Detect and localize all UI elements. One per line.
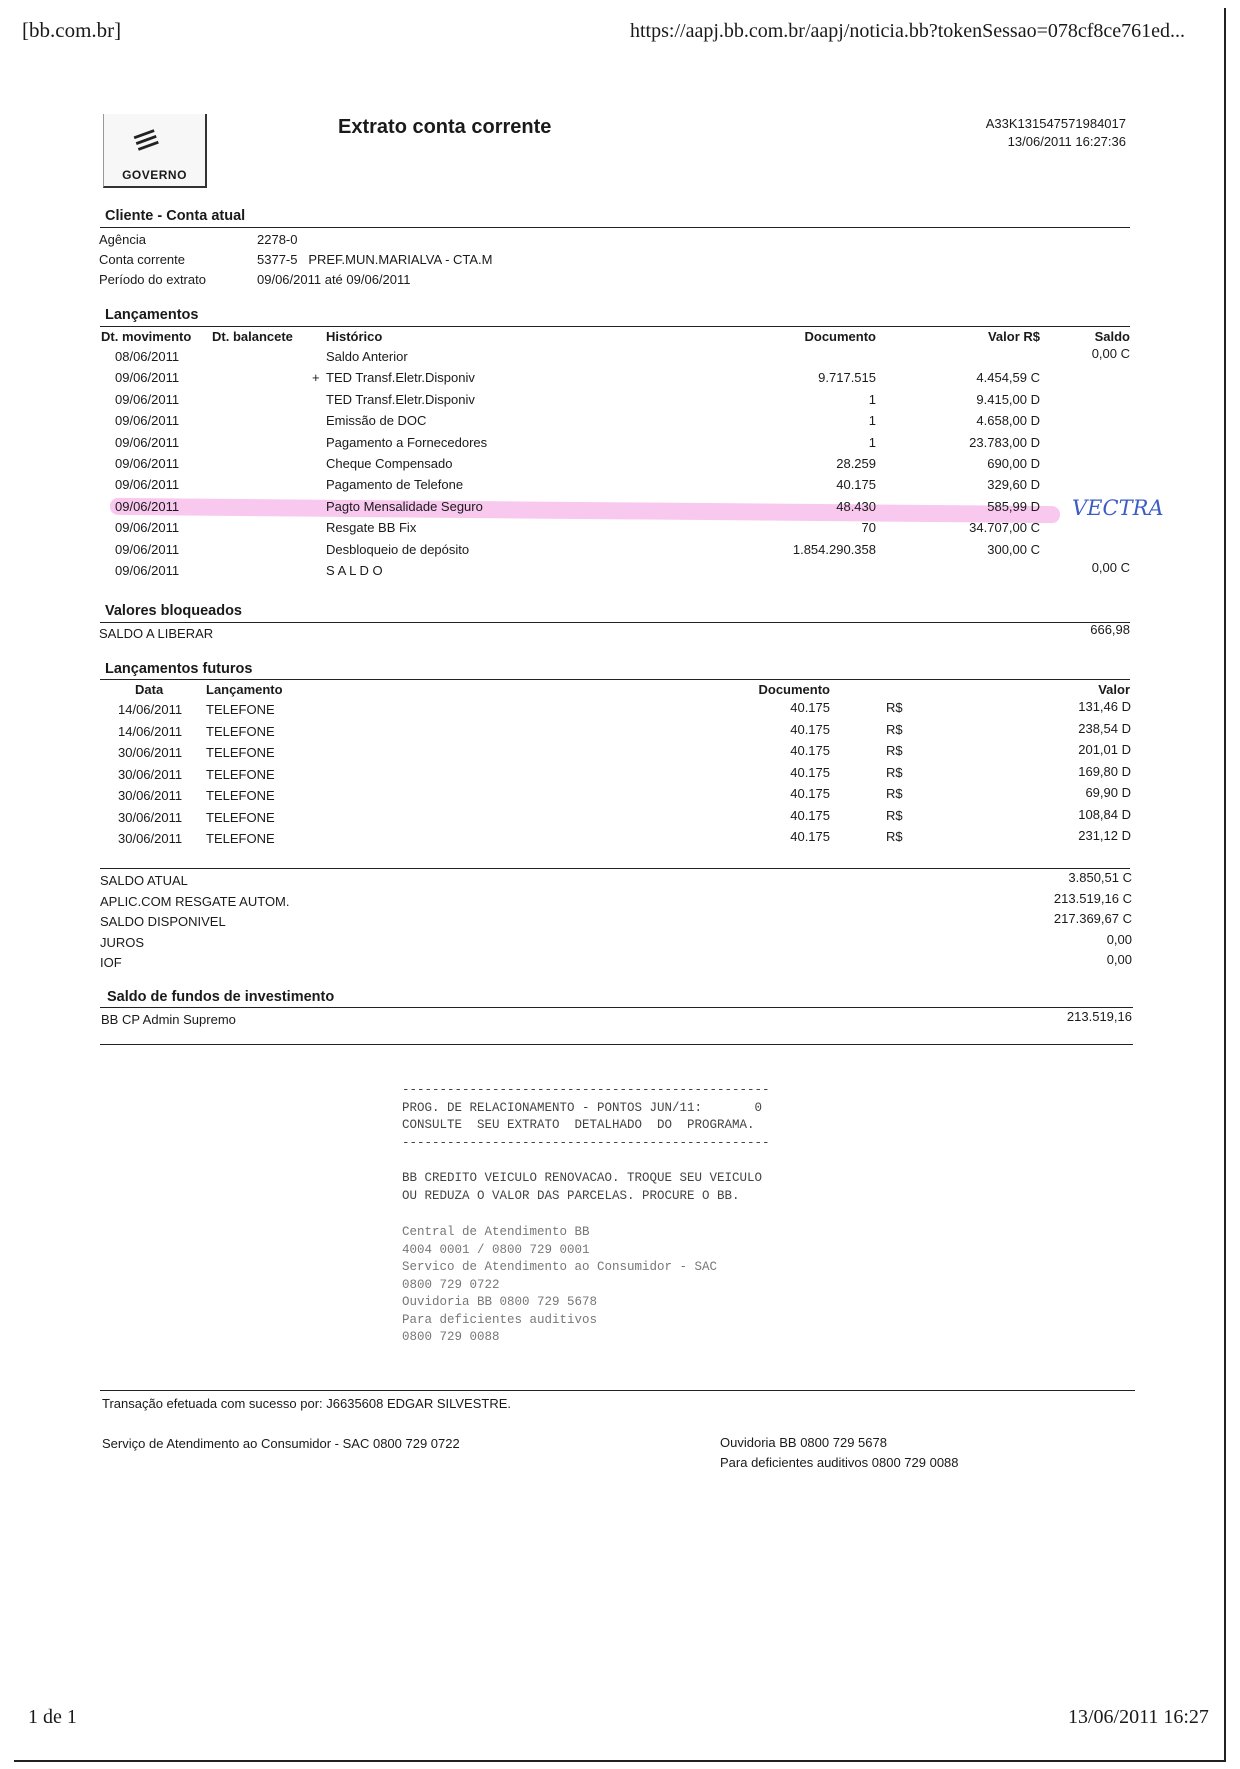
table-row bbox=[0, 499, 1240, 519]
documento-cell: 40.175 bbox=[790, 743, 830, 758]
historico-cell: S A L D O bbox=[326, 563, 383, 578]
lancamento-cell: TELEFONE bbox=[206, 702, 275, 717]
fundo-value: 213.519,16 bbox=[1066, 1009, 1132, 1024]
divider bbox=[100, 326, 1130, 327]
handwritten-note: VECTRA bbox=[1072, 496, 1164, 520]
valor-cell: 4.454,59 C bbox=[976, 370, 1040, 386]
message-atendimento: Central de Atendimento BB 4004 0001 / 0800 729 0001 Servico de Atendimento ao Consumidor - SAC 0800 729 0722 Ouvidoria BB 0800 729 5678 Para deficientes auditivos 0800 729 0088 bbox=[402, 1225, 718, 1344]
table-row bbox=[0, 370, 1240, 390]
saldo-a-liberar-label: SALDO A LIBERAR bbox=[99, 626, 214, 641]
documento-cell: 40.175 bbox=[790, 700, 830, 715]
table-row bbox=[0, 806, 1240, 830]
documento-cell: 40.175 bbox=[790, 829, 830, 844]
date-cell: 14/06/2011 bbox=[118, 702, 183, 717]
date-cell: 09/06/2011 bbox=[115, 541, 180, 557]
table-row bbox=[0, 520, 1240, 540]
saldo-a-liberar-value: 666,98 bbox=[1090, 622, 1130, 637]
summary-label: SALDO DISPONIVEL bbox=[100, 914, 226, 929]
summary-value: 217.369,67 C bbox=[1053, 911, 1132, 926]
conta-value: 5377-5 PREF.MUN.MARIALVA - CTA.M bbox=[257, 252, 493, 267]
sac-text: Serviço de Atendimento ao Consumidor - SAC 0800 729 0722 bbox=[102, 1436, 460, 1451]
valor-cell: 231,12 D bbox=[1078, 828, 1131, 843]
valor-cell: 329,60 D bbox=[987, 477, 1040, 493]
divider bbox=[100, 868, 1130, 869]
prefix-cell: + bbox=[312, 370, 320, 386]
agencia-label: Agência bbox=[99, 232, 146, 247]
valor-cell: 9.415,00 D bbox=[976, 391, 1040, 407]
table-row bbox=[0, 699, 1240, 722]
currency-cell: R$ bbox=[886, 829, 903, 844]
historico-cell: Cheque Compensado bbox=[326, 456, 453, 471]
lancamentos-section-title: Lançamentos bbox=[105, 307, 199, 323]
documento-cell: 70 bbox=[861, 520, 876, 536]
col-documento: Documento bbox=[804, 329, 876, 344]
saldo-cell: 0,00 C bbox=[1091, 346, 1130, 361]
date-cell: 09/06/2011 bbox=[115, 434, 180, 450]
valor-cell: 300,00 C bbox=[987, 541, 1040, 557]
documento-cell: 1.854.290.358 bbox=[792, 541, 876, 557]
bloqueados-section-title: Valores bloqueados bbox=[105, 603, 242, 619]
date-cell: 30/06/2011 bbox=[118, 745, 183, 760]
table-row bbox=[0, 763, 1240, 787]
conta-label: Conta corrente bbox=[99, 252, 185, 267]
document-title: Extrato conta corrente bbox=[338, 116, 552, 138]
currency-cell: R$ bbox=[886, 786, 903, 801]
valor-cell: 34.707,00 C bbox=[969, 520, 1040, 536]
valor-cell: 69,90 D bbox=[1085, 785, 1131, 800]
saldo-cell: 0,00 C bbox=[1091, 560, 1130, 575]
documento-cell: 48.430 bbox=[836, 498, 876, 514]
date-cell: 09/06/2011 bbox=[115, 413, 180, 429]
lancamento-cell: TELEFONE bbox=[206, 766, 275, 782]
table-row bbox=[0, 456, 1240, 476]
periodo-label: Período do extrato bbox=[99, 272, 206, 287]
date-cell: 09/06/2011 bbox=[115, 456, 180, 471]
date-cell: 30/06/2011 bbox=[118, 766, 183, 782]
summary-value: 213.519,16 C bbox=[1053, 890, 1132, 906]
divider bbox=[100, 1044, 1133, 1045]
divider bbox=[100, 622, 1130, 623]
fundos-section-title: Saldo de fundos de investimento bbox=[107, 989, 335, 1005]
lancamento-cell: TELEFONE bbox=[206, 723, 275, 739]
valor-cell: 238,54 D bbox=[1078, 720, 1131, 736]
historico-cell: Pagamento a Fornecedores bbox=[326, 434, 488, 450]
periodo-value: 09/06/2011 até 09/06/2011 bbox=[257, 272, 411, 287]
valor-cell: 108,84 D bbox=[1078, 806, 1131, 822]
documento-cell: 40.175 bbox=[836, 477, 876, 493]
date-cell: 09/06/2011 bbox=[115, 391, 180, 407]
deficientes-text: Para deficientes auditivos 0800 729 0088 bbox=[720, 1455, 959, 1470]
summary-label: SALDO ATUAL bbox=[100, 873, 188, 888]
col-dt-balancete: Dt. balancete bbox=[212, 329, 293, 344]
bb-logo-icon: ≡ bbox=[125, 116, 165, 164]
currency-cell: R$ bbox=[886, 700, 903, 715]
valor-cell: 131,46 D bbox=[1078, 699, 1131, 714]
date-cell: 30/06/2011 bbox=[118, 809, 183, 825]
table-row bbox=[0, 560, 1240, 583]
documento-cell: 1 bbox=[868, 434, 876, 450]
currency-cell: R$ bbox=[886, 721, 903, 737]
valor-cell: 585,99 D bbox=[987, 498, 1040, 514]
table-row bbox=[0, 413, 1240, 433]
table-row bbox=[0, 542, 1240, 562]
transacao-text: Transação efetuada com sucesso por: J6635608 EDGAR SILVESTRE. bbox=[102, 1396, 511, 1411]
table-row bbox=[0, 435, 1240, 455]
divider bbox=[100, 1007, 1133, 1008]
ouvidoria-text: Ouvidoria BB 0800 729 5678 bbox=[720, 1435, 887, 1450]
date-cell: 09/06/2011 bbox=[115, 370, 180, 386]
documento-cell: 9.717.515 bbox=[818, 370, 876, 386]
date-cell: 09/06/2011 bbox=[115, 477, 180, 493]
futuros-section-title: Lançamentos futuros bbox=[105, 661, 253, 677]
valor-cell: 23.783,00 D bbox=[969, 434, 1040, 450]
summary-value: 0,00 bbox=[1106, 931, 1132, 947]
documento-cell: 1 bbox=[868, 391, 876, 407]
summary-label: APLIC.COM RESGATE AUTOM. bbox=[100, 893, 290, 909]
currency-cell: R$ bbox=[886, 743, 903, 758]
print-timestamp: 13/06/2011 16:27 bbox=[1068, 1706, 1209, 1728]
document-timestamp: 13/06/2011 16:27:36 bbox=[1007, 134, 1126, 149]
page-url: https://aapj.bb.com.br/aapj/noticia.bb?tokenSessao=078cf8ce761ed... bbox=[630, 20, 1186, 42]
summary-value: 0,00 bbox=[1106, 952, 1132, 967]
summary-row bbox=[0, 952, 1240, 975]
col-saldo: Saldo bbox=[1094, 329, 1130, 344]
document-code: A33K131547571984017 bbox=[985, 116, 1126, 131]
historico-cell: Emissão de DOC bbox=[326, 413, 427, 429]
logo-text: GOVERNO bbox=[122, 168, 187, 182]
table-row bbox=[0, 828, 1240, 851]
col-valor: Valor R$ bbox=[987, 329, 1040, 344]
table-row bbox=[0, 742, 1240, 765]
site-label: [bb.com.br] bbox=[22, 18, 122, 42]
valor-cell: 169,80 D bbox=[1078, 763, 1131, 779]
documento-cell: 40.175 bbox=[790, 786, 830, 801]
col-historico: Histórico bbox=[326, 329, 383, 344]
summary-label: IOF bbox=[100, 955, 122, 970]
table-row bbox=[0, 785, 1240, 808]
documento-cell: 40.175 bbox=[790, 721, 830, 737]
date-cell: 30/06/2011 bbox=[118, 831, 183, 846]
col-documento: Documento bbox=[758, 682, 830, 697]
historico-cell: TED Transf.Eletr.Disponiv bbox=[326, 370, 475, 386]
valor-cell: 201,01 D bbox=[1078, 742, 1131, 757]
date-cell: 14/06/2011 bbox=[118, 723, 183, 739]
document-id-block bbox=[900, 115, 1126, 151]
historico-cell: Resgate BB Fix bbox=[326, 520, 417, 536]
lancamento-cell: TELEFONE bbox=[206, 809, 275, 825]
documento-cell: 40.175 bbox=[790, 764, 830, 780]
lancamento-cell: TELEFONE bbox=[206, 745, 275, 760]
summary-value: 3.850,51 C bbox=[1068, 870, 1132, 885]
table-row bbox=[0, 720, 1240, 744]
historico-cell: TED Transf.Eletr.Disponiv bbox=[326, 391, 475, 407]
page-counter: 1 de 1 bbox=[28, 1706, 77, 1728]
historico-cell: Pagto Mensalidade Seguro bbox=[326, 498, 483, 514]
summary-label: JUROS bbox=[100, 934, 145, 950]
lancamento-cell: TELEFONE bbox=[206, 831, 275, 846]
table-row bbox=[0, 477, 1240, 497]
date-cell: 09/06/2011 bbox=[115, 520, 180, 536]
date-cell: 30/06/2011 bbox=[118, 788, 183, 803]
historico-cell: Desbloqueio de depósito bbox=[326, 541, 470, 557]
col-data: Data bbox=[135, 682, 164, 697]
message-relacionamento: ------------------------------------------------- PROG. DE RELACIONAMENTO - PONTOS JUN/11: 0 CONSULTE SEU EXTRATO DETALHADO DO PROGRAMA. ------------------------------------------------- bbox=[402, 1083, 770, 1150]
divider bbox=[100, 1390, 1135, 1391]
valor-cell: 690,00 D bbox=[987, 456, 1040, 471]
agencia-value: 2278-0 bbox=[257, 232, 298, 247]
date-cell: 09/06/2011 bbox=[115, 498, 180, 514]
currency-cell: R$ bbox=[886, 764, 903, 780]
valor-cell: 4.658,00 D bbox=[976, 413, 1040, 429]
message-credito-veiculo: BB CREDITO VEICULO RENOVACAO. TROQUE SEU VEICULO OU REDUZA O VALOR DAS PARCELAS. PROCURE O BB. bbox=[402, 1171, 763, 1203]
documento-cell: 28.259 bbox=[836, 456, 876, 471]
historico-cell: Saldo Anterior bbox=[326, 349, 408, 364]
table-row bbox=[0, 346, 1240, 369]
documento-cell: 1 bbox=[868, 413, 876, 429]
currency-cell: R$ bbox=[886, 807, 903, 823]
bb-governo-logo bbox=[103, 114, 207, 188]
col-dt-movimento: Dt. movimento bbox=[101, 329, 192, 344]
divider bbox=[100, 227, 1130, 228]
cliente-section-title: Cliente - Conta atual bbox=[105, 208, 246, 224]
col-valor: Valor bbox=[1098, 682, 1130, 697]
historico-cell: Pagamento de Telefone bbox=[326, 477, 464, 493]
documento-cell: 40.175 bbox=[790, 807, 830, 823]
col-lancamento: Lançamento bbox=[206, 682, 283, 697]
date-cell: 09/06/2011 bbox=[115, 563, 180, 578]
date-cell: 08/06/2011 bbox=[115, 349, 180, 364]
table-row bbox=[0, 392, 1240, 412]
lancamento-cell: TELEFONE bbox=[206, 788, 275, 803]
divider bbox=[100, 679, 1130, 680]
fundo-name: BB CP Admin Supremo bbox=[101, 1012, 236, 1027]
